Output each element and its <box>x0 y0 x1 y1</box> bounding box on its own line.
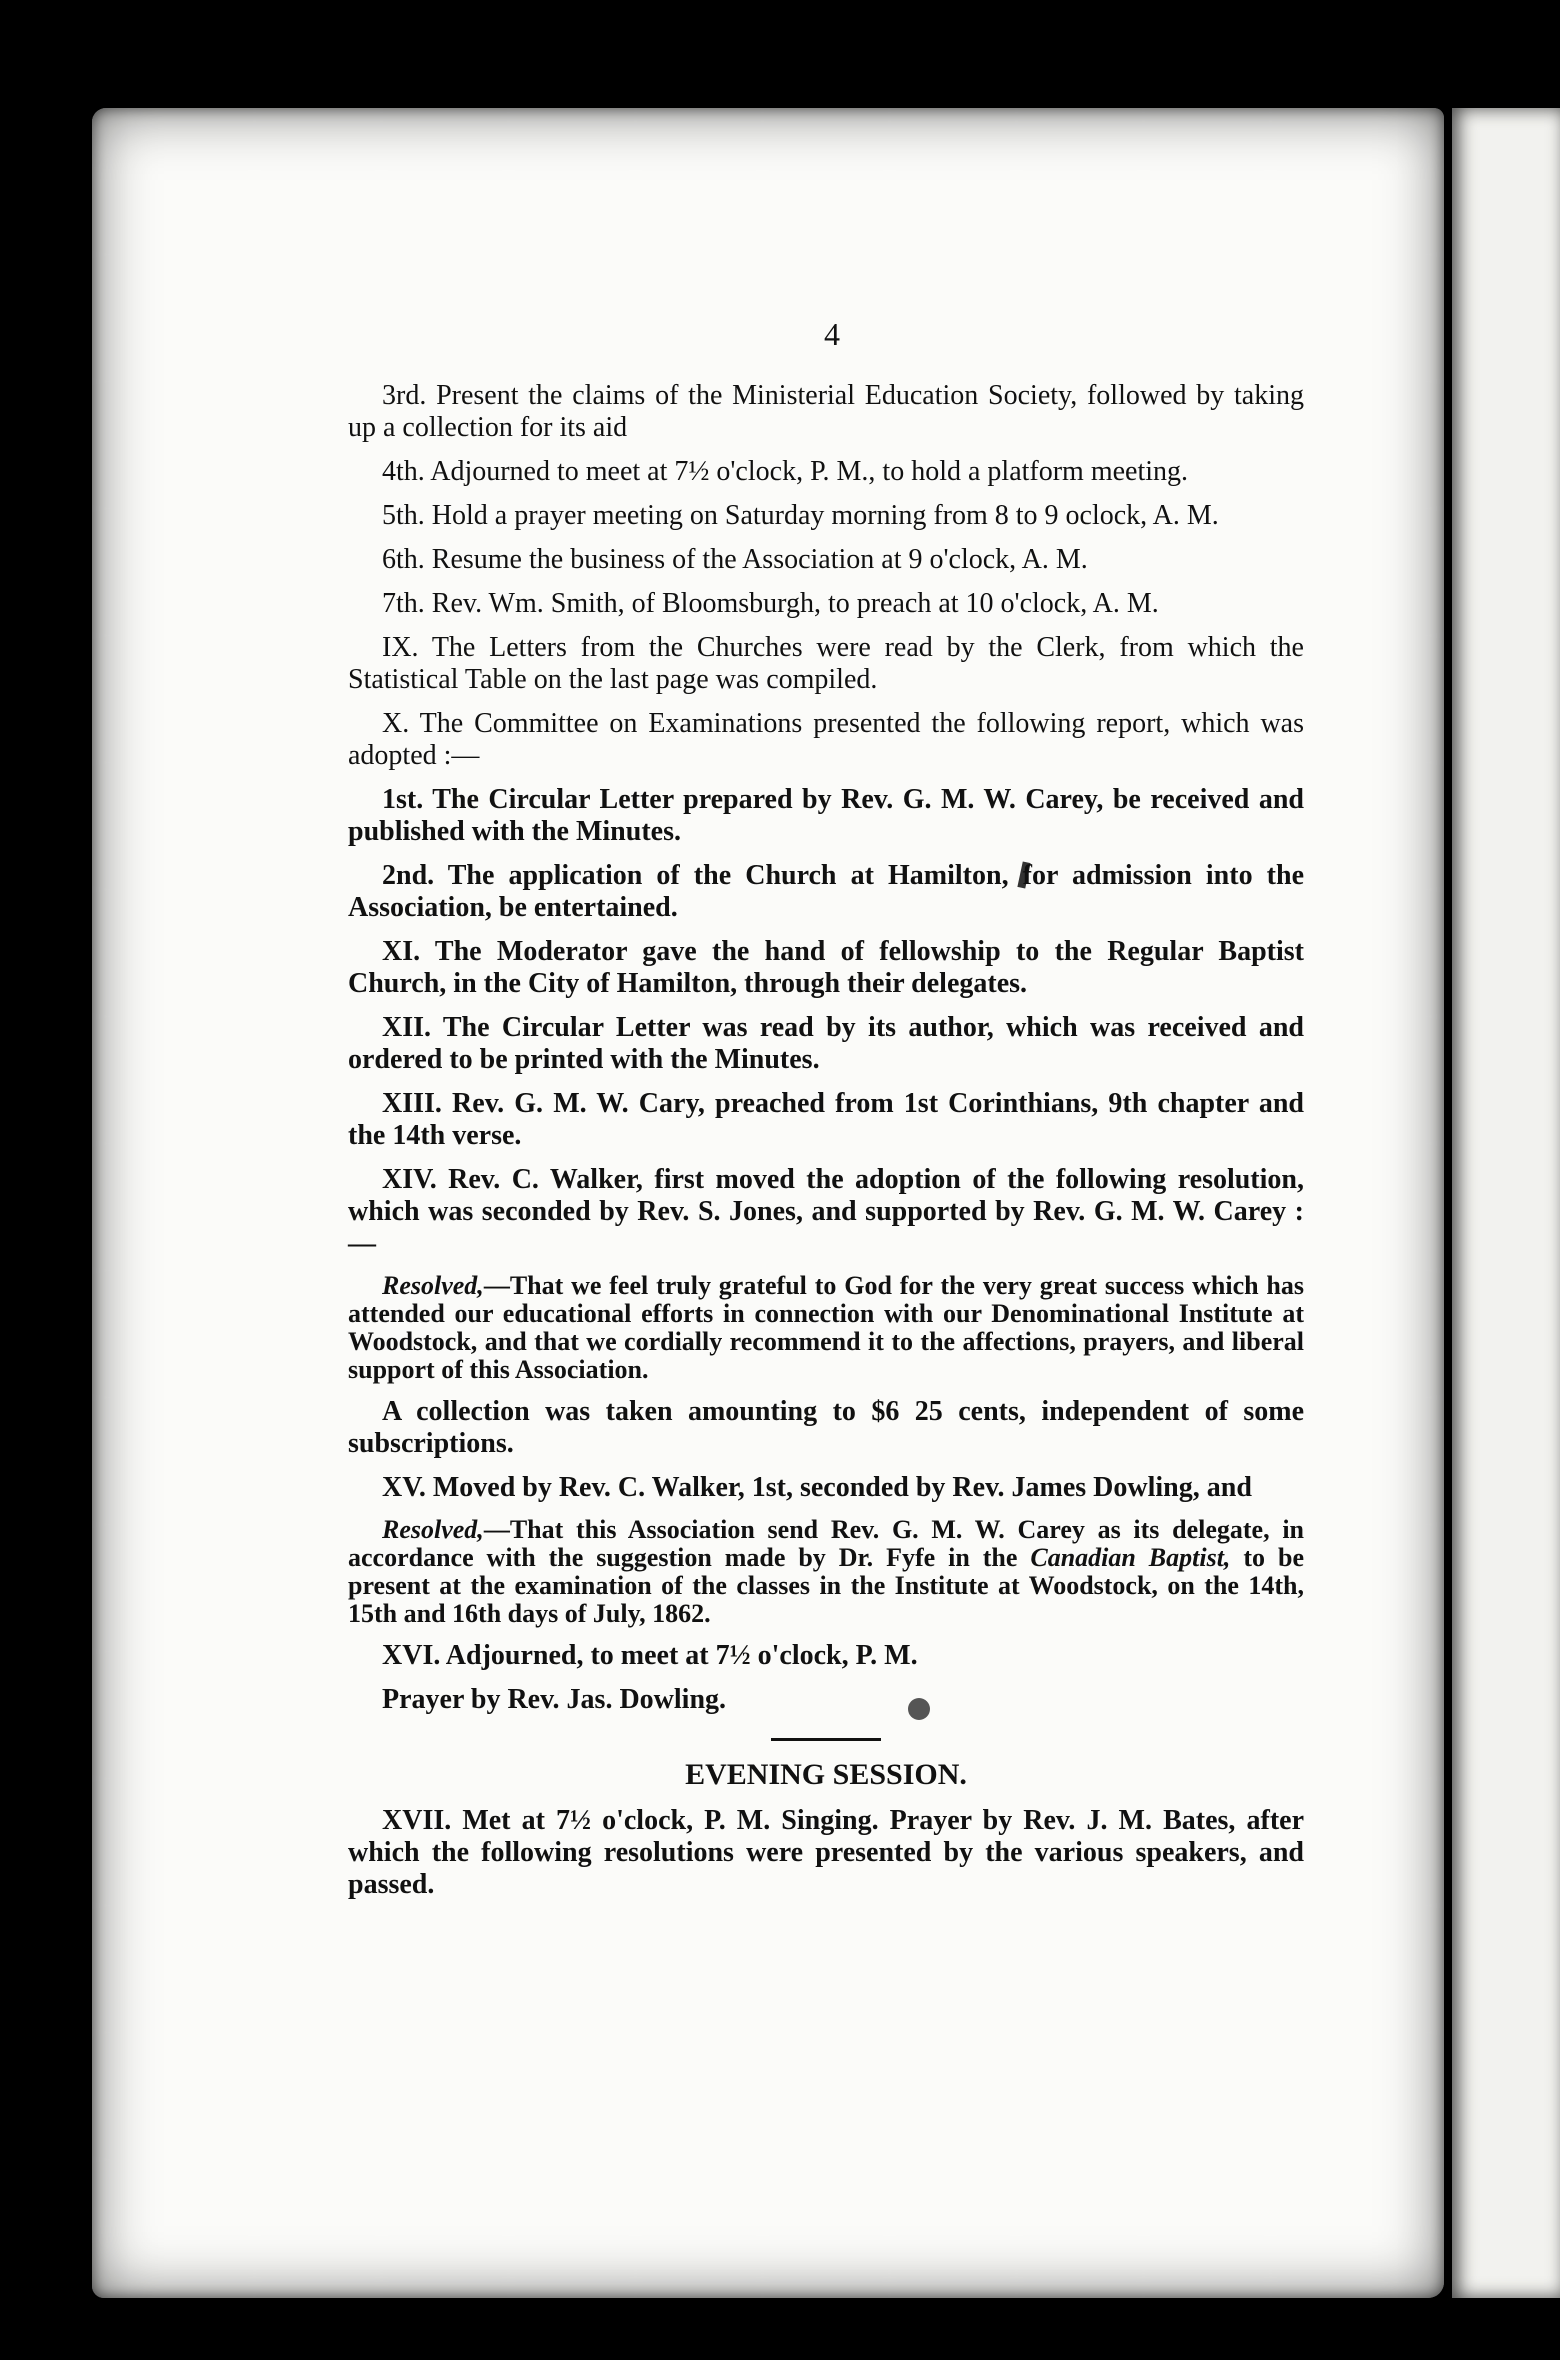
paragraph: 1st. The Circular Letter prepared by Rev. G. M. W. Carey, be received and published with the Minutes. <box>348 784 1304 847</box>
paragraph: IX. The Letters from the Churches were read by the Clerk, from which the Statistical Table on the last page was compiled. <box>348 632 1304 695</box>
page-content <box>348 318 1304 1913</box>
resolved-label: Resolved, <box>382 1515 484 1544</box>
resolution-text: —That we feel truly grateful to God for the very great success which has attended our educational efforts in connection with our Denominational Institute at Woodstock, and that we cordially recommend it to the affections, prayers, and liberal support of this Association. <box>348 1271 1304 1384</box>
paragraph: 4th. Adjourned to meet at 7½ o'clock, P. M., to hold a platform meeting. <box>382 456 1189 487</box>
adjourned-paragraph: XVI. Adjourned, to meet at 7½ o'clock, P. M. <box>382 1640 918 1671</box>
resolution-paragraph <box>348 1272 1304 1384</box>
paragraph: XI. The Moderator gave the hand of fellowship to the Regular Baptist Church, in the City of Hamilton, through their delegates. <box>348 936 1304 999</box>
paragraph: 7th. Rev. Wm. Smith, of Bloomsburgh, to preach at 10 o'clock, A. M. <box>382 588 1159 619</box>
facing-page-edge <box>1452 108 1560 2298</box>
paragraph: X. The Committee on Examinations presented the following report, which was adopted :— <box>348 708 1304 771</box>
prayer-paragraph: Prayer by Rev. Jas. Dowling. <box>382 1684 727 1715</box>
paragraph: XIII. Rev. G. M. W. Cary, preached from 1st Corinthians, 9th chapter and the 14th verse. <box>348 1088 1304 1151</box>
resolution-text: —That this Association send Rev. G. M. W. Carey as its delegate, in accordance with the suggestion made by Dr. Fyfe in the <box>348 1515 1304 1572</box>
page-number: 4 <box>824 316 840 352</box>
resolution-paragraph <box>348 1516 1304 1628</box>
paragraph: XII. The Circular Letter was read by its author, which was received and ordered to be printed with the Minutes. <box>348 1012 1304 1075</box>
paragraph: 6th. Resume the business of the Association at 9 o'clock, A. M. <box>382 544 1088 575</box>
motion-paragraph: XV. Moved by Rev. C. Walker, 1st, seconded by Rev. James Dowling, and <box>382 1472 1252 1503</box>
section-divider <box>771 1738 881 1741</box>
newspaper-title: Canadian Baptist, <box>1030 1543 1231 1572</box>
section-heading: EVENING SESSION. <box>685 1758 967 1791</box>
collection-paragraph: A collection was taken amounting to $6 25 cents, independent of some subscriptions. <box>348 1396 1304 1459</box>
resolution-text: to be present at the examination of the classes in the Institute at Woodstock, on the 14th, 15th and 16th days of July, 1862. <box>348 1543 1304 1628</box>
paragraph: XIV. Rev. C. Walker, first moved the adoption of the following resolution, which was seconded by Rev. S. Jones, and supported by Rev. G. M. W. Carey :— <box>348 1164 1304 1259</box>
paragraph: XVII. Met at 7½ o'clock, P. M. Singing. Prayer by Rev. J. M. Bates, after which the following resolutions were presented by the various speakers, and passed. <box>348 1805 1304 1900</box>
paragraph: 2nd. The application of the Church at Hamilton, for admission into the Association, be entertained. <box>348 860 1304 923</box>
resolved-label: Resolved, <box>382 1271 484 1300</box>
paragraph: 5th. Hold a prayer meeting on Saturday morning from 8 to 9 oclock, A. M. <box>382 500 1219 531</box>
paragraph: 3rd. Present the claims of the Ministerial Education Society, followed by taking up a collection for its aid <box>348 380 1304 443</box>
